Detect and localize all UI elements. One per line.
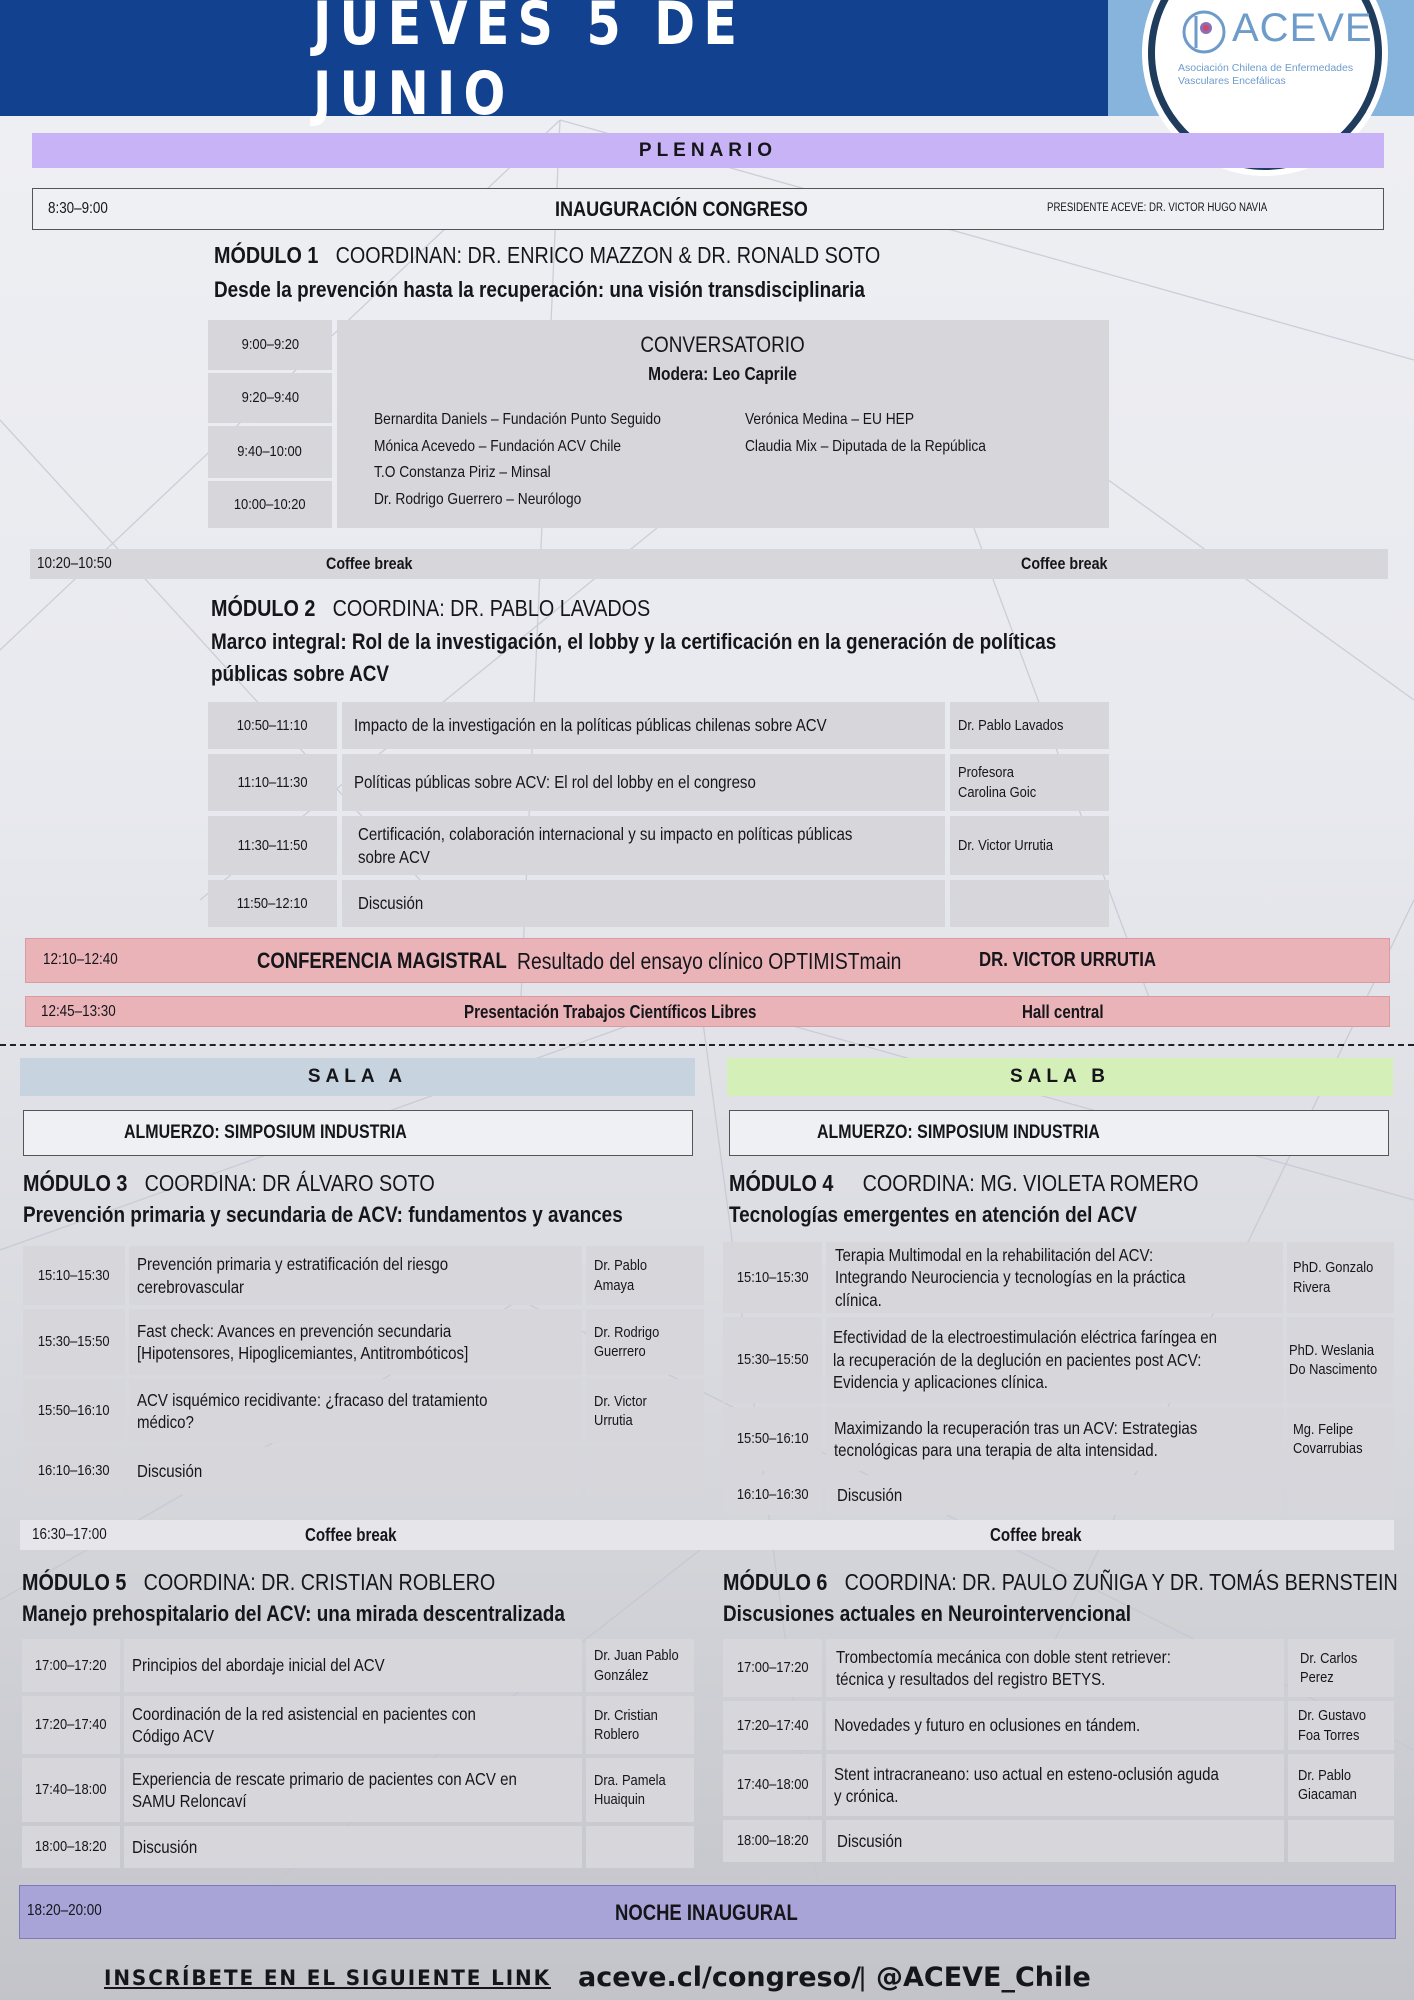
modulo6-speaker: Dr. Gustavo Foa Torres bbox=[1288, 1701, 1394, 1750]
modulo5-speaker: Dra. Pamela Huaiquin bbox=[586, 1758, 694, 1822]
modulo6-topic: Discusión bbox=[826, 1820, 1284, 1862]
conferencia-speaker: DR. VICTOR URRUTIA bbox=[979, 949, 1157, 971]
modulo3-speaker: Dr. Victor Urrutia bbox=[586, 1379, 704, 1443]
modulo4-coord: COORDINA: MG. VIOLETA ROMERO bbox=[862, 1170, 1199, 1196]
modulo2-topic: Políticas públicas sobre ACV: El rol del lobby en el congreso bbox=[342, 754, 945, 811]
modulo3-time: 16:10–16:30 bbox=[23, 1447, 125, 1495]
modulo3-topic: Discusión bbox=[129, 1447, 582, 1495]
panel-member: Claudia Mix – Diputada de la República bbox=[745, 437, 986, 455]
sala-b-almuerzo: ALMUERZO: SIMPOSIUM INDUSTRIA bbox=[729, 1110, 1389, 1156]
page-title: JUEVES 5 DE JUNIO bbox=[313, 0, 746, 129]
conversatorio-panel bbox=[337, 320, 1109, 528]
coffee2-right: Coffee break bbox=[990, 1525, 1082, 1545]
panel-left-list bbox=[374, 407, 661, 513]
modulo4-heading bbox=[729, 1170, 1199, 1197]
modulo5-topic: Principios del abordaje inicial del ACV bbox=[124, 1639, 582, 1692]
coffee-break-1 bbox=[30, 549, 1388, 579]
modulo2-time: 10:50–11:10 bbox=[208, 702, 337, 749]
modulo6-time: 17:20–17:40 bbox=[723, 1701, 822, 1750]
modulo5-subtitle: Manejo prehospitalario del ACV: una mirada descentralizada bbox=[22, 1601, 565, 1626]
panel-member: Dr. Rodrigo Guerrero – Neurólogo bbox=[374, 490, 582, 508]
conferencia-label: CONFERENCIA MAGISTRAL bbox=[257, 948, 507, 973]
modulo2-heading bbox=[211, 595, 650, 622]
modulo6-heading bbox=[723, 1569, 1398, 1596]
modulo2-coord: COORDINA: DR. PABLO LAVADOS bbox=[332, 595, 651, 621]
modulo2-label: MÓDULO 2 bbox=[211, 595, 316, 621]
modulo5-time: 17:00–17:20 bbox=[22, 1639, 120, 1692]
inauguracion-row bbox=[32, 188, 1384, 230]
modulo4-subtitle: Tecnologías emergentes en atención del ACV bbox=[729, 1202, 1137, 1227]
modulo5-time: 18:00–18:20 bbox=[22, 1826, 120, 1868]
modulo5-speaker bbox=[586, 1826, 694, 1868]
coffee1-time: 10:20–10:50 bbox=[37, 555, 112, 572]
modulo1-time-4: 10:00–10:20 bbox=[208, 481, 332, 528]
panel-right-list bbox=[745, 407, 986, 460]
coffee2-time: 16:30–17:00 bbox=[32, 1526, 107, 1543]
modulo6-time: 18:00–18:20 bbox=[723, 1820, 822, 1862]
modulo5-time: 17:40–18:00 bbox=[22, 1758, 120, 1822]
modulo4-speaker: Mg. Felipe Covarrubias bbox=[1287, 1407, 1394, 1471]
modulo3-time: 15:30–15:50 bbox=[23, 1309, 125, 1375]
modulo4-label: MÓDULO 4 bbox=[729, 1170, 834, 1196]
footer-link[interactable]: aceve.cl/congreso/ bbox=[578, 1962, 862, 1993]
aceve-logo-icon bbox=[1180, 8, 1228, 56]
modulo6-topic: Trombectomía mecánica con doble stent retriever: técnica y resultados del registro BETYS. bbox=[826, 1639, 1284, 1697]
modulo1-subtitle: Desde la prevención hasta la recuperación: una visión transdisciplinaria bbox=[214, 277, 865, 302]
inauguracion-time: 8:30–9:00 bbox=[48, 200, 108, 217]
trabajos-time: 12:45–13:30 bbox=[41, 1003, 116, 1020]
sala-a-almuerzo: ALMUERZO: SIMPOSIUM INDUSTRIA bbox=[23, 1110, 693, 1156]
modulo4-time: 16:10–16:30 bbox=[723, 1475, 822, 1515]
coffee-break-2 bbox=[20, 1520, 1394, 1550]
modulo3-speaker: Dr. Pablo Amaya bbox=[586, 1246, 704, 1305]
modulo2-time: 11:10–11:30 bbox=[208, 754, 337, 811]
sala-a-band: SALA A bbox=[20, 1058, 695, 1096]
modulo3-coord: COORDINA: DR ÁLVARO SOTO bbox=[144, 1170, 435, 1196]
modulo4-speaker: PhD. Gonzalo Rivera bbox=[1287, 1242, 1394, 1313]
modulo4-topic: Efectividad de la electroestimulación eléctrica faríngea en la recuperación de la deglución en pacientes post ACV: Evidencia y aplicaciones clínica. bbox=[826, 1317, 1283, 1403]
coffee1-right: Coffee break bbox=[1021, 554, 1108, 573]
inauguracion-presidente: PRESIDENTE ACEVE: DR. VICTOR HUGO NAVIA bbox=[1047, 202, 1268, 214]
modulo5-topic: Experiencia de rescate primario de pacientes con ACV en SAMU Reloncaví bbox=[124, 1758, 582, 1822]
modulo6-coord: COORDINA: DR. PAULO ZUÑIGA Y DR. TOMÁS BERNSTEIN bbox=[844, 1569, 1398, 1595]
modulo3-topic: Fast check: Avances en prevención secundaria [Hipotensores, Hipoglicemiantes, Antitrombóticos] bbox=[129, 1309, 582, 1375]
modulo1-time-3: 9:40–10:00 bbox=[208, 426, 332, 478]
modulo2-topic: Certificación, colaboración internacional y su impacto en políticas públicas sobre ACV bbox=[342, 816, 945, 875]
modulo6-topic: Stent intracraneano: uso actual en esteno-oclusión aguda y crónica. bbox=[826, 1754, 1284, 1816]
noche-inaugural-row bbox=[19, 1885, 1396, 1939]
modulo5-speaker: Dr. Juan Pablo González bbox=[586, 1639, 694, 1692]
modulo3-time: 15:10–15:30 bbox=[23, 1246, 125, 1305]
modulo2-time: 11:50–12:10 bbox=[208, 880, 337, 927]
modulo5-speaker: Dr. Cristian Roblero bbox=[586, 1696, 694, 1754]
modulo4-topic: Maximizando la recuperación tras un ACV: Estrategias tecnológicas para una terapia de alta intensidad. bbox=[826, 1407, 1283, 1471]
inauguracion-title: INAUGURACIÓN CONGRESO bbox=[555, 198, 808, 221]
plenario-band: PLENARIO bbox=[32, 133, 1384, 168]
modulo3-time: 15:50–16:10 bbox=[23, 1379, 125, 1443]
trabajos-label: Presentación Trabajos Científicos Libres bbox=[464, 1002, 757, 1022]
modulo3-subtitle: Prevención primaria y secundaria de ACV: fundamentos y avances bbox=[23, 1202, 623, 1227]
coffee1-left: Coffee break bbox=[326, 554, 413, 573]
section-divider bbox=[0, 1044, 1414, 1046]
modulo4-speaker bbox=[1287, 1475, 1394, 1515]
footer-cta: INSCRÍBETE EN EL SIGUIENTE LINK bbox=[104, 1966, 551, 1990]
modulo1-coord: COORDINAN: DR. ENRICO MAZZON & DR. RONALD SOTO bbox=[335, 242, 881, 268]
modulo4-time: 15:50–16:10 bbox=[723, 1407, 822, 1471]
modulo5-label: MÓDULO 5 bbox=[22, 1569, 127, 1595]
modulo2-subtitle: Marco integral: Rol de la investigación, el lobby y la certificación en la generación de políticas públicas sobre ACV bbox=[211, 629, 1057, 686]
modulo2-topic: Discusión bbox=[342, 880, 945, 927]
modulo4-topic: Terapia Multimodal en la rehabilitación del ACV: Integrando Neurociencia y tecnologías en la práctica clínica. bbox=[826, 1242, 1283, 1313]
modulo1-heading bbox=[214, 242, 880, 269]
modulo2-speaker: Dr. Pablo Lavados bbox=[950, 702, 1109, 749]
modulo2-time: 11:30–11:50 bbox=[208, 816, 337, 875]
panel-member: Mónica Acevedo – Fundación ACV Chile bbox=[374, 437, 622, 455]
modulo3-topic: ACV isquémico recidivante: ¿fracaso del tratamiento médico? bbox=[129, 1379, 582, 1443]
conferencia-row bbox=[25, 938, 1390, 983]
footer-handle[interactable]: @ACEVE_Chile bbox=[876, 1962, 1091, 1993]
modulo6-speaker bbox=[1288, 1820, 1394, 1862]
modulo4-time: 15:30–15:50 bbox=[723, 1317, 822, 1403]
modulo5-topic: Discusión bbox=[124, 1826, 582, 1868]
panel-member: Bernardita Daniels – Fundación Punto Seguido bbox=[374, 411, 661, 428]
modulo4-speaker: PhD. Weslania Do Nascimento bbox=[1287, 1317, 1394, 1403]
modulo3-speaker: Dr. Rodrigo Guerrero bbox=[586, 1309, 704, 1375]
conferencia-topic: Resultado del ensayo clínico OPTIMISTmain bbox=[517, 948, 902, 974]
modulo2-speaker: Profesora Carolina Goic bbox=[950, 754, 1109, 811]
conversatorio-moderator: Modera: Leo Caprile bbox=[648, 364, 798, 384]
noche-time: 18:20–20:00 bbox=[27, 1902, 102, 1919]
modulo6-speaker: Dr. Carlos Perez bbox=[1288, 1639, 1394, 1697]
modulo6-subtitle: Discusiones actuales en Neurointervencional bbox=[723, 1601, 1131, 1626]
modulo3-label: MÓDULO 3 bbox=[23, 1170, 128, 1196]
panel-member: Verónica Medina – EU HEP bbox=[745, 411, 915, 428]
modulo2-speaker: Dr. Victor Urrutia bbox=[950, 816, 1109, 875]
modulo5-heading bbox=[22, 1569, 495, 1596]
modulo6-topic: Novedades y futuro en oclusiones en tándem. bbox=[826, 1701, 1284, 1750]
modulo3-topic: Prevención primaria y estratificación del riesgo cerebrovascular bbox=[129, 1246, 582, 1305]
conversatorio-title: CONVERSATORIO bbox=[640, 332, 806, 357]
trabajos-row bbox=[25, 996, 1390, 1027]
modulo5-time: 17:20–17:40 bbox=[22, 1696, 120, 1754]
trabajos-place: Hall central bbox=[1022, 1002, 1104, 1022]
noche-label: NOCHE INAUGURAL bbox=[615, 1900, 798, 1925]
logo-name: ACEVE bbox=[1232, 6, 1373, 50]
modulo6-time: 17:40–18:00 bbox=[723, 1754, 822, 1816]
coffee2-left: Coffee break bbox=[305, 1525, 397, 1545]
modulo5-coord: COORDINA: DR. CRISTIAN ROBLERO bbox=[143, 1569, 496, 1595]
modulo4-topic: Discusión bbox=[826, 1475, 1283, 1515]
modulo6-speaker: Dr. Pablo Giacaman bbox=[1288, 1754, 1394, 1816]
modulo1-time-2: 9:20–9:40 bbox=[208, 373, 332, 423]
footer-separator: | bbox=[859, 1962, 867, 1992]
modulo1-label: MÓDULO 1 bbox=[214, 242, 319, 268]
conferencia-time: 12:10–12:40 bbox=[43, 951, 118, 968]
modulo2-speaker bbox=[950, 880, 1109, 927]
sala-b-band: SALA B bbox=[727, 1058, 1393, 1096]
modulo5-topic: Coordinación de la red asistencial en pacientes con Código ACV bbox=[124, 1696, 582, 1754]
modulo6-label: MÓDULO 6 bbox=[723, 1569, 828, 1595]
modulo3-speaker bbox=[586, 1447, 704, 1495]
modulo4-time: 15:10–15:30 bbox=[723, 1242, 822, 1313]
logo-subtitle: Asociación Chilena de Enfermedades Vasculares Encefálicas bbox=[1178, 62, 1354, 87]
modulo2-topic: Impacto de la investigación en la políticas públicas chilenas sobre ACV bbox=[342, 702, 945, 749]
modulo3-heading bbox=[23, 1170, 435, 1197]
modulo1-time-1: 9:00–9:20 bbox=[208, 320, 332, 370]
modulo6-time: 17:00–17:20 bbox=[723, 1639, 822, 1697]
panel-member: T.O Constanza Piriz – Minsal bbox=[374, 464, 551, 481]
